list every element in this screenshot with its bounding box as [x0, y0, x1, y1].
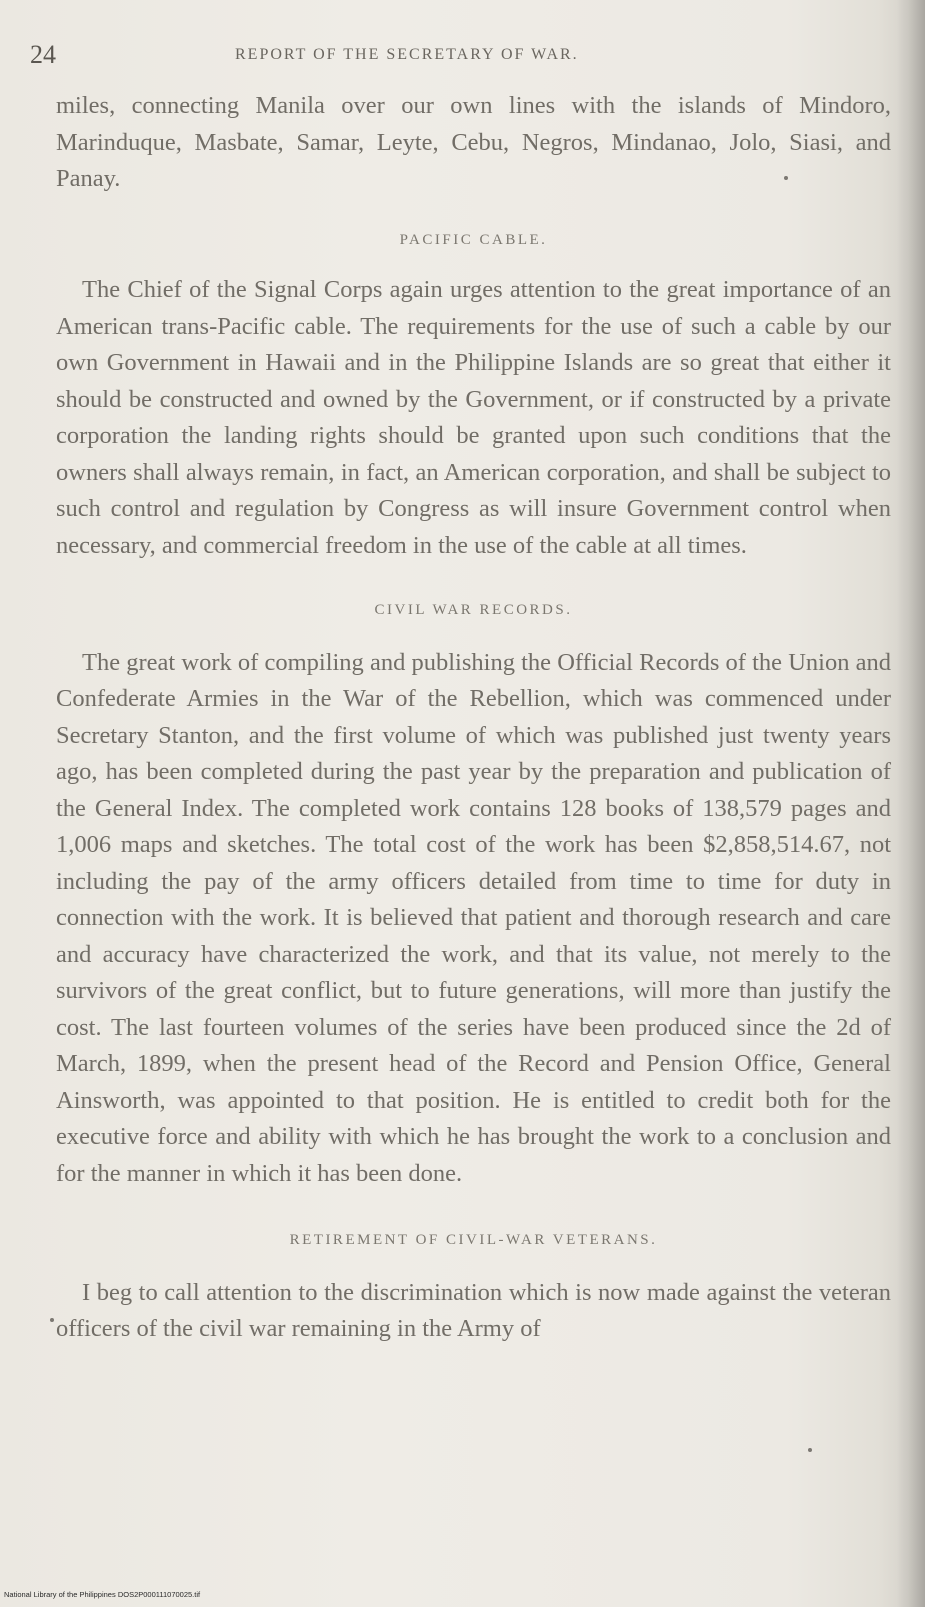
section-heading-retirement: RETIREMENT OF CIVIL-WAR VETERANS.: [289, 1232, 658, 1248]
scan-speck: [50, 1318, 54, 1322]
body-text: [56, 88, 891, 1348]
running-head: REPORT OF THE SECRETARY OF WAR.: [235, 46, 579, 63]
scan-speck: [784, 176, 788, 180]
paragraph-civil-war-records: The great work of compiling and publishing the Official Records of the Union and Confederate Armies in the War of the Rebellion, which was commenced under Secretary Stanton, and the first volume of which was published just twenty years ago, has been completed during the past year by the preparation and publication of the General Index. The completed work contains 128 books of 138,579 pages and 1,006 maps and sketches. The total cost of the work has been $2,858,514.67, not including the pay of the army officers detailed from time to time for duty in connection with the work. It is believed that patient and thorough research and care and accuracy have characterized the work, and that its value, not merely to the survivors of the great conflict, but to future generations, will more than justify the cost. The last fourteen volumes of the series have been produced since the 2d of March, 1899, when the present head of the Record and Pension Office, General Ainsworth, was appointed to that position. He is entitled to credit both for the executive force and ability with which he has brought the work to a conclusion and for the manner in which it has been done.: [56, 648, 891, 1187]
scan-speck: [808, 1448, 812, 1452]
section-heading-pacific-cable: PACIFIC CABLE.: [399, 231, 548, 248]
paragraph-continuation: miles, connecting Manila over our own lines with the islands of Mindoro, Marinduque, Masbate, Samar, Leyte, Cebu, Negros, Mindanao, Jolo, Siasi, and Panay.: [56, 92, 891, 192]
page-edge-shadow: [897, 0, 925, 1607]
page-header: [30, 40, 890, 80]
paragraph-pacific-cable: The Chief of the Signal Corps again urges attention to the great importance of an American trans-Pacific cable. The requirements for the use of such a cable by our own Government in Hawaii and in the Philippine Islands are so great that either it should be constructed and owned by the Government, or if constructed by a private corporation the landing rights should be granted upon such conditions that the owners shall always remain, in fact, an American corporation, and shall be subject to such control and regulation by Congress as will insure Government control when necessary, and commercial freedom in the use of the cable at all times.: [56, 276, 891, 559]
page-number: 24: [30, 40, 56, 69]
scan-source-footer: National Library of the Philippines DOS2P000111070025.tif: [4, 1590, 201, 1599]
section-heading-civil-war-records: CIVIL WAR RECORDS.: [374, 602, 573, 618]
paragraph-retirement: I beg to call attention to the discrimination which is now made against the veteran officers of the civil war remaining in the Army of: [56, 1278, 891, 1342]
